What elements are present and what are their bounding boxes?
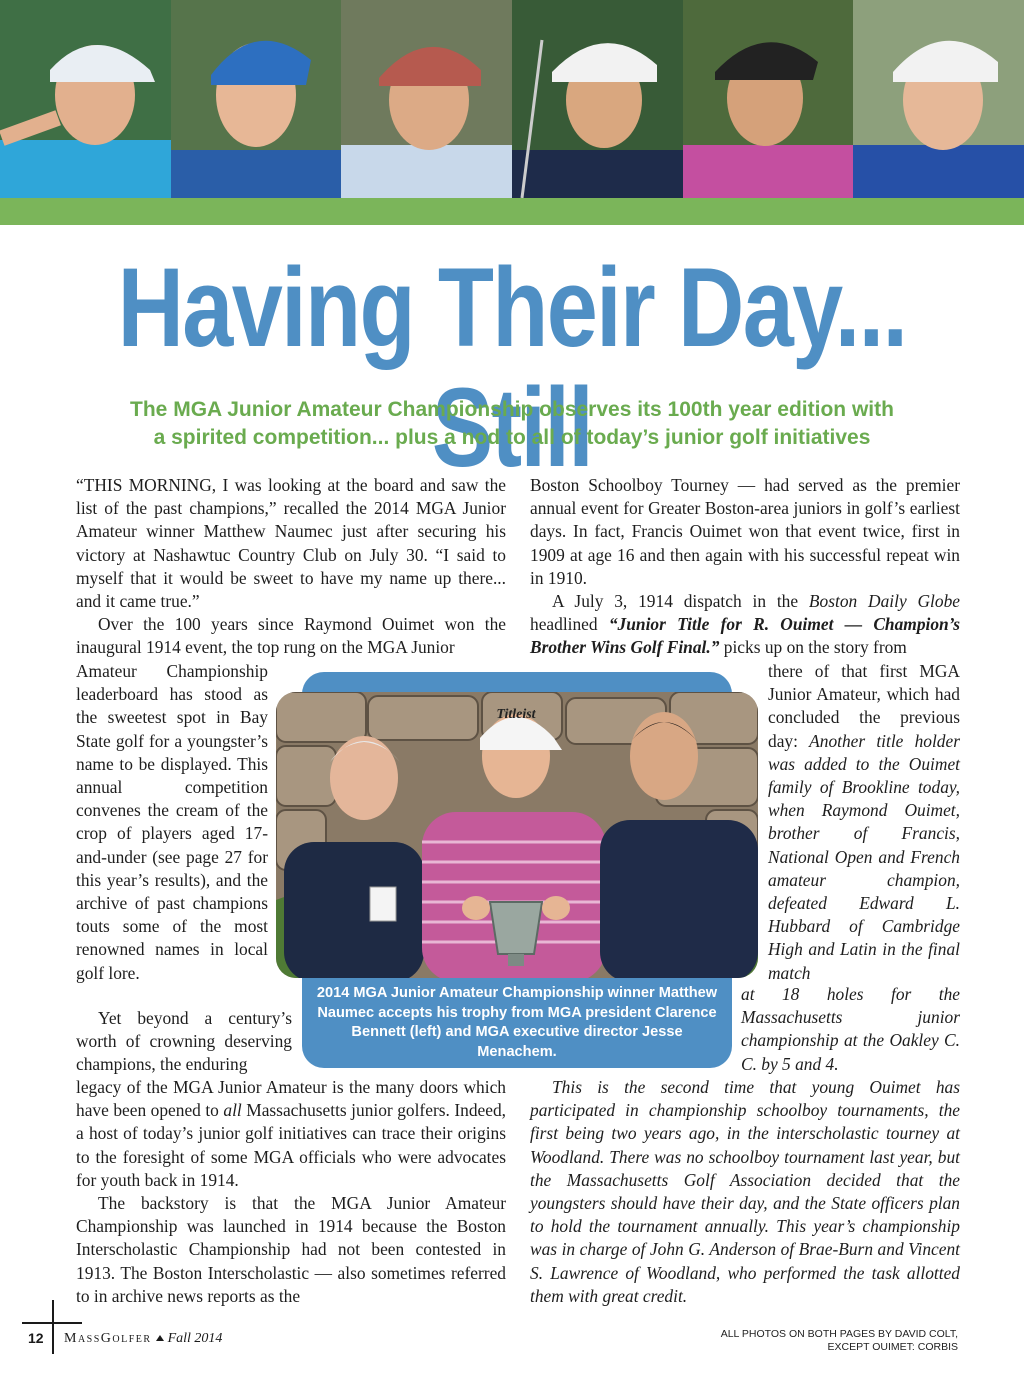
junior-golfer-photo-6 [853, 0, 1024, 198]
left-column-top [76, 474, 506, 660]
deck-line-1: The MGA Junior Amateur Championship observes its 100th year edition with [130, 398, 894, 421]
junior-golfer-photo-3 [341, 0, 512, 198]
junior-golfer-photo-4 [512, 0, 683, 198]
paragraph-1: “THIS MORNING, I was looking at the board and saw the list of the past champions,” recalled the 2014 MGA Junior Amateur winner Matthew Naumec just after securing his victory at Nashawtuc Country Club on July 30. “I said to myself that it would be sweet to have my name up there... and it came true.” [76, 475, 506, 612]
headline: Having Their Day... Still [117, 245, 907, 490]
photo-caption: 2014 MGA Junior Amateur Championship winner Matthew Naumec accepts his trophy from MGA president Clarence Bennett (left) and MGA executive director Jesse Menachem. [316, 985, 718, 1060]
paragraph-6-start: A July 3, 1914 dispatch in the Boston Daily Globe headlined “Junior Title for R. Ouimet — Champion’s Brother Wins Golf Final.” picks up on the story from [530, 591, 960, 658]
emphasis-all: all [223, 1100, 242, 1121]
magazine-footer [64, 1331, 222, 1347]
left-column-mid [76, 1007, 292, 1077]
right-column-wrap [768, 660, 960, 985]
paragraph-5: Boston Schoolboy Tourney — had served as the premier annual event for Greater Boston-area juniors in golf’s earliest days. In fact, Francis Ouimet won that event twice, first in 1909 at age 16 and then again with his successful repeat win in 1910. [530, 475, 960, 588]
triangle-icon [156, 1335, 164, 1341]
paragraph-2-wrap: Amateur Championship leaderboard has stood as the sweetest spot in Bay State golf for a youngster’s name to be displayed. This annual competition convenes the cream of the crop of players aged 17-and-under (see page 27 for this year’s results), and the archive of past champions touts some of the most renowned names in local golf lore. [76, 661, 268, 983]
paragraph-6-end: at 18 holes for the Massachusetts junior championship at the Oakley C. C. by 5 and 4. [741, 984, 960, 1074]
junior-golfer-photo-2 [171, 0, 342, 198]
paragraph-7: This is the second time that young Ouimet has participated in championship schoolboy tournaments, the first being two years ago, in the interscholastic tourney at Woodland. There was no schoolboy tournament last year, but the Massachusetts Golf Association decided that the youngsters should have their day, and the State officers plan to hold the tournament annually. This year’s championship was in charge of John G. Anderson of Brae-Burn and Vincent S. Lawrence of Woodland, who performed the task allotted them with great credit. [530, 1077, 960, 1306]
magazine-name: MassGolfer [64, 1331, 152, 1346]
folio-rule-vertical [52, 1300, 54, 1354]
cap-logo: Titleist [496, 707, 536, 722]
right-column-mid [741, 983, 960, 1076]
page-number: 12 [28, 1330, 44, 1346]
green-band [0, 198, 1024, 225]
paragraph-6-wrap: there of that first MGA Junior Amateur, which had concluded the previous day: Another title holder was added to the Ouimet family of Brookline today, when Raymond Ouimet, brother of Francis, National Open and French amateur champion, defeated Edward L. Hubbard of Cambridge High and Latin in the final match [768, 661, 960, 983]
deck-line-2: a spirited competition... plus a nod to all of today’s junior golf initiatives [153, 426, 871, 449]
right-column-top [530, 474, 960, 660]
trophy-photo [276, 692, 758, 978]
left-column-wrap [76, 660, 268, 985]
paragraph-3-start: Yet beyond a century’s worth of crowning deserving champions, the enduring [76, 1008, 292, 1075]
deck [70, 396, 954, 452]
dispatch-quote: Another title holder was added to the Ouimet family of Brookline today, when Raymond Ouimet, brother of Francis, National Open and French amateur champion, defeated Edward L. Hubbard of Cambridge High and Latin in the final match [768, 730, 960, 983]
paragraph-4: The backstory is that the MGA Junior Amateur Championship was launched in 1914 because the Boston Interscholastic Championship had not been contested in 1913. The Boston Interscholastic — also sometimes referred to in archive news reports as the [76, 1193, 506, 1306]
right-column-bottom [530, 1076, 960, 1308]
photo-credit: ALL PHOTOS ON BOTH PAGES BY DAVID COLT, EXCEPT OUIMET: CORBIS [720, 1328, 958, 1353]
paragraph-2-start: Over the 100 years since Raymond Ouimet won the inaugural 1914 event, the top rung on the MGA Junior [76, 614, 506, 658]
junior-golfer-photo-5 [683, 0, 854, 198]
photo-strip [0, 0, 1024, 198]
left-column-bottom [76, 1076, 506, 1308]
paragraph-3-end: legacy of the MGA Junior Amateur is the many doors which have been opened to all Massachusetts junior golfers. Indeed, a host of today’s junior golf initiatives can trace their origins to the foresight of some MGA officials who were advocates for youth back in 1914. [76, 1077, 507, 1190]
folio-rule-horizontal [22, 1322, 82, 1324]
newspaper-headline: “Junior Title for R. Ouimet — Champion’s Brother Wins Golf Final.” [530, 614, 960, 658]
newspaper-name: Boston Daily Globe [808, 591, 960, 612]
junior-golfer-photo-1 [0, 0, 171, 198]
issue-date: Fall 2014 [167, 1331, 223, 1346]
